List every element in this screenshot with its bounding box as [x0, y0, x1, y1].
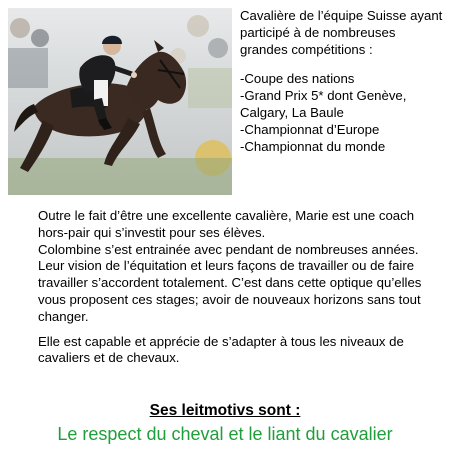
intro-block	[240, 8, 446, 155]
competition-item: - Championnat du monde	[240, 139, 446, 156]
paragraph-vision: Leur vision de l’équitation et leurs façons de travailler ou de faire travailler s’accordent totalement. C’est dans cette optique qu’elles vous proposent ces stages; avoir de nouveaux horizons sans tout changer.	[38, 258, 422, 324]
paragraph-levels: Elle est capable et apprécie de s’adapter à tous les niveaux de cavaliers et de chevaux.	[38, 333, 404, 366]
competition-item: - Coupe des nations	[240, 71, 446, 88]
competition-item: - Grand Prix 5* dont Genève, Calgary, La Baule	[240, 88, 446, 122]
rider-photo	[8, 8, 232, 195]
motto-title: Ses leitmotivs sont :	[149, 402, 301, 419]
horse-jump-illustration	[8, 8, 232, 195]
competition-list	[240, 71, 446, 155]
competition-item: - Championnat d’Europe	[240, 122, 446, 139]
description-block	[38, 208, 438, 367]
paragraph-colombine: Colombine s’est entrainée avec pendant de nombreuses années.	[38, 241, 419, 257]
paragraph-coach: Outre le fait d’être une excellente cavalière, Marie est une coach hors-pair qui s’investit pour ses élèves.	[38, 208, 415, 240]
intro-text: Cavalière de l’équipe Suisse ayant participé à de nombreuses grandes compétitions :	[240, 8, 443, 57]
motto-text: Le respect du cheval et le liant du cavalier	[57, 424, 393, 444]
